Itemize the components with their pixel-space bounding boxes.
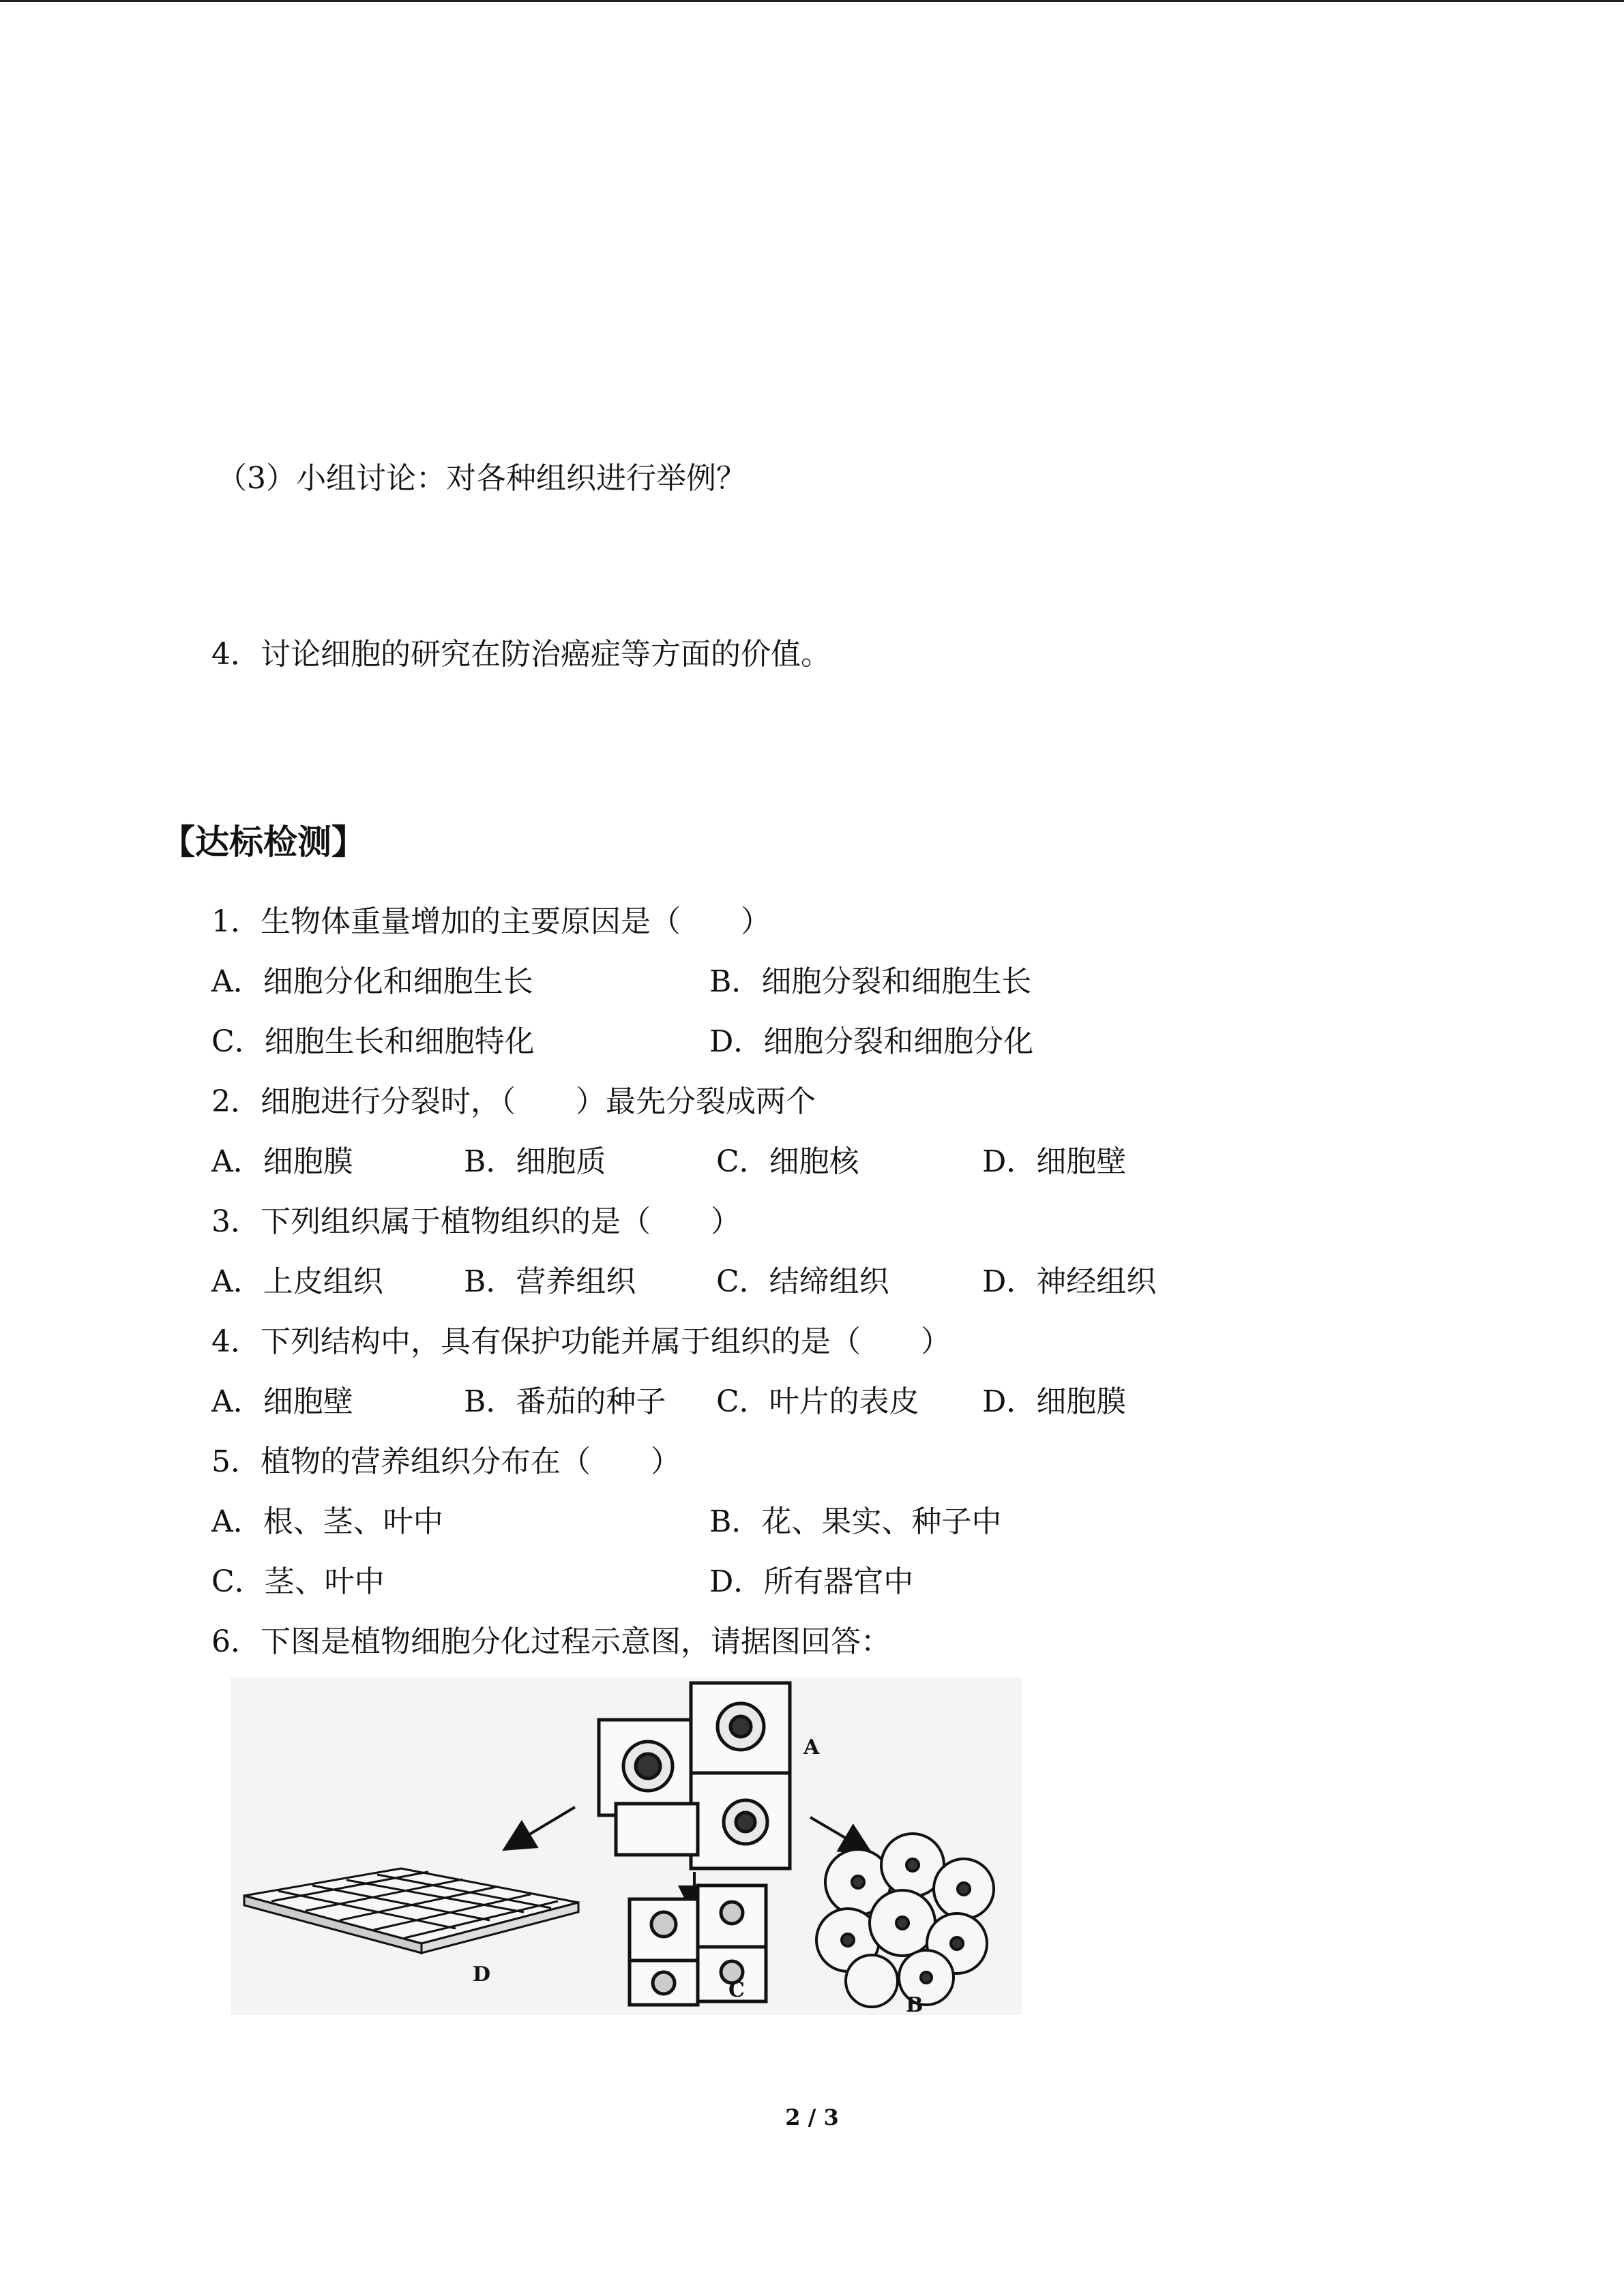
cell-group-d bbox=[244, 1868, 578, 1953]
question-3-option-d: D．神经组织 bbox=[982, 1264, 1157, 1299]
question-3-option-a: A．上皮组织 bbox=[211, 1264, 383, 1299]
figure-label-d: D bbox=[473, 1963, 491, 1986]
figure-label-b: B bbox=[906, 1993, 924, 2015]
cell-group-b bbox=[816, 1834, 994, 2007]
question-4-option-b: B．番茄的种子 bbox=[464, 1384, 666, 1419]
question-1-stem: 1．生物体重量增加的主要原因是（ ） bbox=[211, 904, 771, 939]
question-4-option-a: A．细胞壁 bbox=[211, 1384, 353, 1419]
question-5-option-b: B．花、果实、种子中 bbox=[709, 1504, 1002, 1539]
discussion-question-4: 4．讨论细胞的研究在防治癌症等方面的价值。 bbox=[211, 637, 831, 672]
question-5-option-d: D．所有器官中 bbox=[709, 1564, 914, 1599]
question-3-option-c: C．结缔组织 bbox=[716, 1264, 889, 1299]
top-border bbox=[0, 0, 1624, 2]
question-3-stem: 3．下列组织属于植物组织的是（ ） bbox=[211, 1204, 741, 1239]
question-4-stem: 4．下列结构中，具有保护功能并属于组织的是（ ） bbox=[211, 1324, 951, 1359]
question-4-option-d: D．细胞膜 bbox=[982, 1384, 1127, 1419]
figure-label-c: C bbox=[728, 1978, 745, 2002]
question-6-stem: 6．下图是植物细胞分化过程示意图，请据图回答： bbox=[211, 1624, 891, 1659]
question-1-option-c: C．细胞生长和细胞特化 bbox=[211, 1024, 535, 1059]
question-2-option-a: A．细胞膜 bbox=[211, 1144, 353, 1179]
question-4-option-c: C．叶片的表皮 bbox=[716, 1384, 919, 1419]
question-1-option-d: D．细胞分裂和细胞分化 bbox=[709, 1024, 1034, 1059]
section-heading: 【达标检测】 bbox=[161, 822, 366, 862]
question-2-option-d: D．细胞壁 bbox=[982, 1144, 1127, 1179]
question-5-stem: 5．植物的营养组织分布在（ ） bbox=[211, 1444, 681, 1479]
question-5-option-c: C．茎、叶中 bbox=[211, 1564, 385, 1599]
page-number: 2 / 3 bbox=[785, 2104, 839, 2130]
cell-group-a bbox=[599, 1683, 790, 1868]
question-3-option-b: B．营养组织 bbox=[464, 1264, 636, 1299]
question-1-option-a: A．细胞分化和细胞生长 bbox=[211, 964, 533, 999]
question-1-option-b: B．细胞分裂和细胞生长 bbox=[709, 964, 1032, 999]
question-2-stem: 2．细胞进行分裂时，（ ）最先分裂成两个 bbox=[211, 1084, 816, 1119]
cell-differentiation-figure bbox=[231, 1678, 1022, 2015]
discussion-question-3: （3）小组讨论：对各种组织进行举例？ bbox=[217, 461, 746, 496]
question-2-option-c: C．细胞核 bbox=[716, 1144, 859, 1179]
figure-label-a: A bbox=[803, 1735, 820, 1759]
question-5-option-a: A．根、茎、叶中 bbox=[211, 1504, 443, 1539]
cell-group-c bbox=[630, 1885, 766, 2005]
question-2-option-b: B．细胞质 bbox=[464, 1144, 606, 1179]
